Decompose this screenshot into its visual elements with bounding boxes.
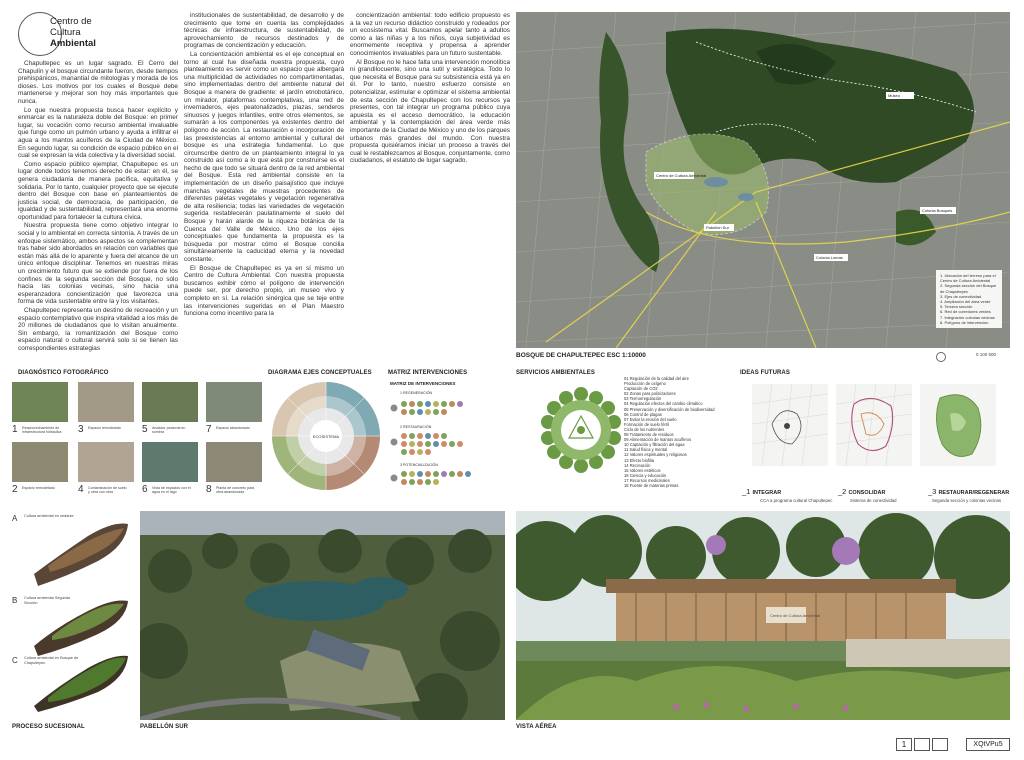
photo-number: 7 bbox=[206, 424, 212, 435]
service-item: 11 Salud física y mental bbox=[624, 447, 668, 453]
diagnostic-photo bbox=[206, 382, 262, 422]
legend-item: 2. Segunda sección del Bosque de Chapultepec bbox=[940, 283, 997, 294]
map-label: Pabellón Sur bbox=[706, 225, 729, 230]
section-title: VISTA AÉREA bbox=[516, 724, 557, 730]
map-label: Centro de Cultura Ambiental bbox=[656, 173, 707, 178]
scale-bar: 0 100 500 bbox=[976, 352, 997, 357]
legend-item: 3. Ejes de conectividad bbox=[940, 293, 982, 299]
service-item: 01 Regulación de la calidad del aire bbox=[624, 376, 689, 381]
idea-subtitle: CCA a programa cultural Chapultepec bbox=[760, 498, 833, 503]
legend-item: 5. Tercera sección bbox=[940, 304, 973, 310]
service-item: 02 Zonas para polinizadores bbox=[624, 391, 676, 397]
project-code: XQtVPu5 bbox=[966, 738, 1010, 751]
paragraph: Al Bosque no le hace falta una intervención monolítica ni grandilocuente, sino una sutil y estratégica. Todo lo que necesita el Bosque para su subsistencia está ya en él. Por lo tanto, nuestro esfuerzo consiste en potencializar, estimular e optimizar el sistema ambiental de esta sección de Chapultepec con los recursos ya presentes, con tal integrar un programa público cuya apuesta es el acceso democrático, la educación ambiental y la contemplación del área verde más importante de la Ciudad de México y uno de los parques urbanos más grandes del mundo. Con nuestra propuesta quisiéramos iniciar un proceso a través del cual le restablezcamos al Bosque, conjuntamente, como ciudadanos, el estatuto de lugar sagrado. bbox=[350, 58, 510, 165]
render-graphic bbox=[516, 511, 1010, 720]
service-item: 13 Efecto biofilia bbox=[624, 457, 655, 463]
service-item: 16 Ciencia y educación bbox=[624, 472, 667, 478]
photo-number: 6 bbox=[142, 484, 148, 495]
diagnostic-photo bbox=[142, 442, 198, 482]
legend-item: 6. Red de corredores verdes bbox=[940, 309, 991, 315]
page-number: 1 bbox=[896, 738, 912, 751]
idea-subtitle: Segunda sección y colonias vecinas bbox=[932, 498, 1002, 503]
page-boxes bbox=[896, 738, 950, 751]
section-title: DIAGRAMA EJES CONCEPTUALES bbox=[268, 370, 372, 376]
legend-item: 8. Polígono de intervención bbox=[940, 319, 989, 325]
service-item: 05 Preservación y diversificación de biodiversidad bbox=[624, 406, 715, 412]
section-title: SERVICIOS AMBIENTALES bbox=[516, 370, 595, 376]
map-label: Museo bbox=[888, 93, 901, 98]
concept-center-label: ECOSISTEMA bbox=[312, 434, 340, 439]
service-item: 07 Evitar la erosión del suelo bbox=[624, 416, 677, 422]
text-column-1 bbox=[18, 60, 178, 354]
service-item: 09 Alimentación de mantos acuíferos bbox=[624, 437, 692, 443]
logo-line2: Cultura bbox=[50, 27, 81, 38]
photo-caption: Espacio remodelado bbox=[88, 426, 121, 430]
diagnostic-photo bbox=[78, 442, 134, 482]
logo bbox=[18, 12, 128, 56]
paragraph: Chapultepec representa un destino de recreación y un espacio contemplativo que inspira vitalidad a los más de 20 millones de ciudadanos que lo visitan anualmente. Sin embargo, la romantización del Bosque como espacio natural o cultural servirá solo si se tienen las correspondientes estrategias bbox=[18, 307, 178, 352]
process-caption: Cultura ambiental Segunda Sección bbox=[24, 596, 71, 605]
future-map-2 bbox=[836, 384, 912, 466]
map-label: Colonia Lomas bbox=[816, 255, 843, 260]
matrix-diagram bbox=[390, 388, 510, 492]
idea-number bbox=[928, 487, 1009, 496]
photo-caption: Planta de concreto para obra abandonada bbox=[216, 486, 255, 495]
diagnostic-photo bbox=[78, 382, 134, 422]
diagnostic-photo bbox=[12, 382, 68, 422]
future-map-3 bbox=[920, 384, 996, 466]
service-item: 08 Tratamiento de residuos bbox=[624, 432, 674, 438]
photo-caption: Espacio abandonado bbox=[216, 426, 250, 430]
idea-num-text: _2 bbox=[838, 487, 847, 496]
logo-text bbox=[50, 16, 96, 49]
section-title: IDEAS FUTURAS bbox=[740, 370, 790, 376]
photo-caption: Andador peatonal en sombra bbox=[152, 426, 186, 435]
photo-number: 1 bbox=[12, 424, 18, 435]
services-diagram bbox=[538, 380, 624, 484]
service-item: 04 Regulación efectos del cambio climático bbox=[624, 401, 703, 407]
section-title: MATRIZ INTERVENCIONES bbox=[388, 370, 468, 376]
idea-subtitle: Sistema de conectividad bbox=[850, 498, 897, 503]
legend-item: 1. Ubicación del terreno para el Centro de Cultura Ambiental bbox=[940, 273, 996, 284]
service-item: Formación de suelo fértil bbox=[624, 421, 669, 427]
render-sign: Centro de Cultura Ambiental bbox=[770, 613, 821, 618]
idea-title: INTEGRAR bbox=[752, 490, 782, 496]
page-box bbox=[932, 738, 948, 751]
idea-number bbox=[838, 487, 885, 496]
aerial-graphic bbox=[140, 511, 505, 720]
north-arrow-icon bbox=[936, 352, 946, 362]
matrix-title: MATRIZ DE INTERVENCIONES bbox=[390, 381, 456, 386]
pabellon-aerial-photo bbox=[140, 511, 505, 720]
page-box bbox=[914, 738, 930, 751]
section-title: PROCESO SUCESIONAL bbox=[12, 724, 85, 730]
photo-caption: Contaminación de suelo y obra con obra bbox=[88, 486, 127, 495]
section-title: DIAGNÓSTICO FOTOGRÁFICO bbox=[18, 370, 109, 376]
service-item: 15 Valores estéticos bbox=[624, 467, 661, 473]
paragraph: Lo que nuestra propuesta busca hacer explícito y enmarcar es la naturaleza doble del Bosque: en primer lugar, su vocación como recurso ambiental invaluable que funge como un pulmón urbano y ayuda a infiltrar el agua a los mantos acuíferos de la Ciudad de México. En segundo lugar, su condición de espacio público en el cual se expresan la vida colectiva y la diversidad social. bbox=[18, 106, 178, 160]
service-item: Ciclo de los nutrientes bbox=[624, 426, 665, 432]
services-list bbox=[624, 376, 736, 488]
photo-number: 8 bbox=[206, 484, 212, 495]
master-plan-map bbox=[516, 12, 1010, 348]
paragraph: Chapultepec es un lugar sagrado. El Cerro del Chapulín y el bosque circundante fueron, desde tiempos prehispánicos, manantial de mitologías y morada de los dioses. Los motivos por los cuales el Bosque debe mantenerse y mejorar son hoy más importantes que nunca. bbox=[18, 60, 178, 105]
service-item: Producción de oxígeno bbox=[624, 381, 666, 387]
matrix-row-label: 3 POTENCIALIZACIÓN bbox=[400, 463, 438, 467]
paragraph: Como espacio público ejemplar, Chapultepec es un lugar donde todos tenemos derecho de estar: en él, se genera ciudadanía de manera pacífica, equitativa y solidaria. Por lo tanto, cualquier proyecto que se ejecute dentro del Bosque con base en planteamientos de justicia social, de democracia, de participación, de igualdad y de sustentabilidad, representará una enorme oportunidad para fortalecer la cultura cívica. bbox=[18, 160, 178, 221]
photo-caption: Espacio remodelado bbox=[22, 486, 55, 490]
photo-number: 5 bbox=[142, 424, 148, 435]
photo-number: 3 bbox=[78, 424, 84, 435]
future-map-1 bbox=[752, 384, 828, 466]
section-title: PABELLÓN SUR bbox=[140, 724, 189, 730]
paragraph: El Bosque de Chapultepec es ya en sí mismo un Centro de Cultura Ambiental. Con nuestra propuesta buscamos exhibir cómo el polígono de intervención puede ser, por derecho propio, un museo vivo y completo en sí. La relación sinérgica que se teje entre las intervenciones sugeridas en el Plan Maestro funciona como incentivo para la bbox=[184, 264, 344, 318]
process-letter: C bbox=[12, 656, 18, 665]
diagnostic-photo bbox=[12, 442, 68, 482]
service-item: 17 Recursos medicinales bbox=[624, 477, 670, 483]
paragraph: Nuestra propuesta tiene como objetivo integrar lo social y lo ambiental en correcta sintonía. A través de un enfoque sistemático, ambos aspectos se complementan tras haber sido abordados en relación con variables que están más allá de lo aparente y fuera del alcance de un único enfoque disciplinar. Tenemos en nuestras miras un crecimiento futuro que se extiende por fuera de los confines de la segunda sección del Bosque, no sólo hacia las colonias vecinas, sino hacia una esperanzadora concientización que favorezca una forma de vida sustentable entre la y los visitantes. bbox=[18, 222, 178, 306]
process-caption: Cultura ambiental en Bosque de Chapultepec bbox=[24, 656, 79, 665]
paragraph: concientización ambiental: todo edificio propuesto es a la vez un recurso didáctico construido y rodeados por un ecosistema vital. Buscamos apelar tanto a adultos como a las niñas y a los niños, cuya subjetividad es enormemente receptiva y propensa a aprender conocimientos invaluables para un futuro sustentable. bbox=[350, 12, 510, 57]
photo-number: 4 bbox=[78, 484, 84, 495]
service-item: 14 Recreación bbox=[624, 462, 651, 468]
photo-caption: Vista de espacios con el agua en el lago bbox=[152, 486, 191, 495]
photo-number: 2 bbox=[12, 484, 18, 495]
service-item: 18 Fuente de materias primas bbox=[624, 482, 679, 488]
service-item: 03 Termorregulación bbox=[624, 396, 662, 402]
map-caption: BOSQUE DE CHAPULTEPEC ESC 1:10000 bbox=[516, 352, 646, 359]
paragraph: institucionales de sustentabilidad, de desarrollo y de crecimiento que tome en cuenta las complejidades técnicas de infraestructura, de sustentabilidad, de aprovechamiento de recursos destinados y de programas de concientización y educación. bbox=[184, 12, 344, 50]
photo-caption: Reaprovechamiento de infraestructura hidráulica bbox=[22, 426, 62, 435]
map-label: Colonia Bosques bbox=[922, 208, 953, 213]
matrix-row-label: 1 REGENERACIÓN bbox=[400, 391, 433, 395]
process-letter: B bbox=[12, 596, 18, 605]
process-letter: A bbox=[12, 514, 18, 523]
text-column-3 bbox=[350, 12, 510, 166]
idea-num-text: _3 bbox=[928, 487, 937, 496]
idea-number bbox=[742, 487, 781, 496]
paragraph: La concientización ambiental es el eje conceptual en torno al cual fue diseñada nuestra propuesta, cuyo planteamiento es servir como un espacio que albergará una multiplicidad de actividades no compartimentadas, sino implementadas dentro del ambiente natural del Bosque a manera de gradiente: el jardín etnobotánico, un mirador, plataformas contemplativas, una red de invernaderos, ejes peatonalizados, plazas, senderos sinuosos y juegos infantiles, entre otros elementos, se sumarán a los componentes ya existentes dentro del polígono de acción. La restauración e incorporación de las preexistencias al entorno ambiental y cultural del bosque es una estrategia fundamental. Lo que circunscribe dentro de un planteamiento integral lo ya construido así como a lo que está por construirse es el hecho de que todo se situará dentro de la red ambiental del Bosque. Esta red ambiental consiste en la implementación de un diseño paisajístico que incluye manchas vegetales de muestras procedentes de diferentes paletas vegetales y vegetación regenerativa de alta resiliencia; todas las variedades de vegetación sugerida restablecerán paulatinamente el suelo del Bosque y harán alarde de la riqueza botánica de la Cuenca del Valle de México. Uno de los ejes conceptuales que fundamenta la propuesta es la búsqueda por mostrar cómo el Bosque concilia simultáneamente la caducidad eterna y la novedad constante. bbox=[184, 50, 344, 263]
service-item: Captación de CO2 bbox=[624, 386, 658, 392]
text-column-2 bbox=[184, 12, 344, 319]
logo-line3: Ambiental bbox=[50, 38, 96, 49]
diagnostic-photo bbox=[142, 382, 198, 422]
succession-illustrations bbox=[28, 516, 132, 716]
service-item: 06 Control de plagas bbox=[624, 411, 662, 417]
idea-title: CONSOLIDAR bbox=[848, 490, 886, 496]
service-item: 12 Valores espirituales y religiosos bbox=[624, 452, 687, 458]
idea-num-text: _1 bbox=[742, 487, 751, 496]
diagnostic-photo bbox=[206, 442, 262, 482]
legend-item: 7. Integración colonias vecinas bbox=[940, 314, 995, 320]
legend-item: 4. Ampliación del área verde bbox=[940, 299, 991, 305]
map-legend bbox=[936, 270, 1002, 328]
logo-line1: Centro de bbox=[50, 16, 92, 27]
cca-render bbox=[516, 511, 1010, 720]
idea-title: RESTAURAR/REGENERAR bbox=[938, 490, 1010, 496]
service-item: 10 Captación y filtración del agua bbox=[624, 442, 685, 448]
process-caption: Cultura ambiental en sedante bbox=[24, 514, 74, 518]
concept-diagram bbox=[270, 380, 382, 492]
matrix-row-label: 2 RESTAURACIÓN bbox=[400, 425, 432, 429]
